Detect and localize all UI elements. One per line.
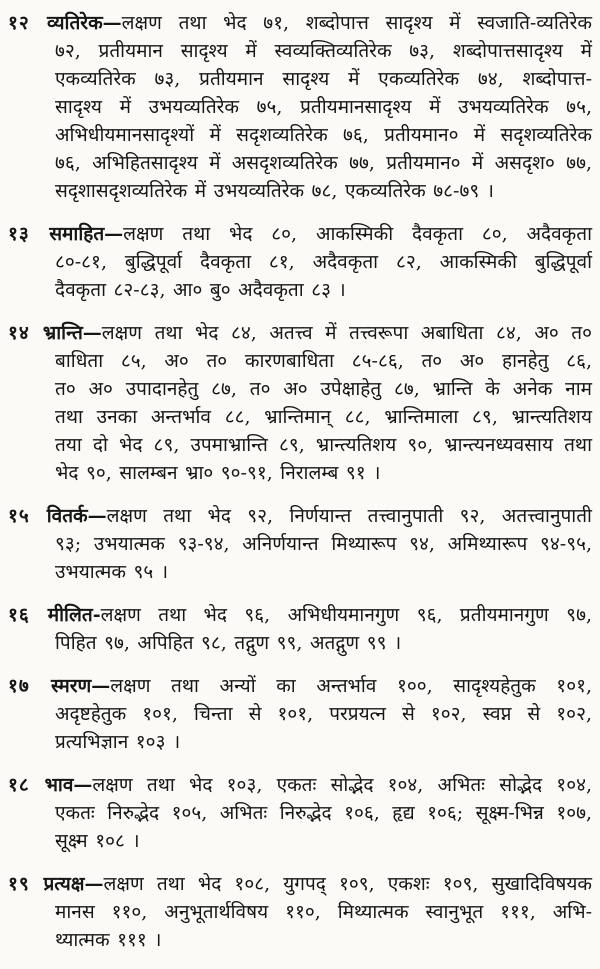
entry-headword: प्रत्यक्ष — [43, 873, 85, 895]
entry-line-text: लक्षण तथा भेद ९६, अभिधीयमानगुण ९६, प्रतीयमानगुण ९७, — [100, 604, 592, 626]
entry-heading — [8, 675, 110, 697]
entry-headword: समाहित — [49, 223, 105, 245]
entry-line-text: लक्षण तथा भेद १०८, युगपद् १०९, एकशः १०९, सुखादिविषयक — [103, 873, 592, 895]
entry-line: मानस ११०, अनुभूतार्थविषय ११०, मिथ्यात्मक स्वानुभूत १११, अभि- — [55, 901, 592, 923]
toc-entry-pratyaksha — [8, 870, 592, 954]
entry-line: सूक्ष्म १०८ । — [55, 830, 140, 852]
entry-number: १३ — [8, 223, 30, 245]
entry-line — [8, 672, 592, 700]
entry-separator: — — [91, 675, 111, 697]
entry-heading — [8, 774, 92, 796]
entry-separator: — — [84, 873, 104, 895]
entry-line: उभयात्मक ९५ । — [55, 561, 169, 583]
entry-line-text: लक्षण तथा भेद ८४, अतत्त्व में तत्त्वरूपा अबाधिता ८४, अ० त० — [101, 322, 592, 344]
entry-separator: — — [102, 12, 122, 34]
entry-line — [8, 9, 592, 37]
entry-heading — [8, 505, 107, 527]
entry-line: सादृश्य में उभयव्यतिरेक ७५, प्रतीयमानसादृश्य में उभयव्यतिरेक ७५, — [55, 96, 592, 118]
entry-line: ८०-८१, बुद्धिपूर्वा दैवकृता ८१, अदैवकृता ८२, आकस्मिकी बुद्धिपूर्वा — [55, 251, 592, 273]
entry-heading — [8, 604, 101, 626]
entry-line: तथा उनका अन्तर्भाव ८८, भ्रान्तिमान् ८८, भ्रान्तिमाला ८९, भ्रान्त्यतिशय — [55, 406, 592, 428]
entry-number: १७ — [8, 675, 30, 697]
entry-line: प्रत्यभिज्ञान १०३ । — [55, 731, 181, 753]
entry-number: १५ — [8, 505, 30, 527]
toc-entry-vitarka — [8, 502, 592, 586]
entry-headword: भाव — [44, 774, 74, 796]
entry-number: १६ — [8, 604, 30, 626]
entry-line — [8, 220, 592, 248]
toc-entry-samahita — [8, 220, 592, 304]
entry-separator: — — [87, 505, 107, 527]
entry-separator: — — [104, 223, 124, 245]
entry-line: ९३; उभयात्मक ९३-९४, अनिर्णयान्त मिथ्यारूप ९४, अमिथ्यारूप ९४-९५, — [55, 533, 592, 555]
entry-line — [8, 601, 592, 629]
entry-separator: - — [92, 604, 101, 626]
toc-entry-milita — [8, 601, 592, 657]
entry-line: तया दो भेद ८९, उपमाभ्रान्ति ८९, भ्रान्त्यतिशय ९०, भ्रान्त्यनध्यवसाय तथा — [55, 434, 592, 456]
entry-line-text: लक्षण तथा भेद ९२, निर्णयान्त तत्त्वानुपाती ९२, अतत्त्वानुपाती — [106, 505, 592, 527]
entry-line: एकतः निरुद्भेद १०५, अभितः निरुद्भेद १०६, हृद्य १०६; सूक्ष्म-भिन्न १०७, — [55, 802, 592, 824]
entry-headword: भ्रान्ति — [42, 322, 83, 344]
entry-line: दैवकृता ८२-८३, आ० बु० अदैवकृता ८३ । — [55, 279, 346, 301]
entry-headword: वितर्क — [46, 505, 88, 527]
entry-heading — [8, 12, 122, 34]
entry-line: सदृशासदृशव्यतिरेक में उभयव्यतिरेक ७८, एकव्यतिरेक ७८-७९ । — [55, 180, 494, 202]
entry-line — [8, 870, 592, 898]
entry-heading — [8, 223, 123, 245]
entry-headword: स्मरण — [50, 675, 92, 697]
entry-separator: — — [73, 774, 93, 796]
entry-headword: व्यतिरेक — [47, 12, 103, 34]
entry-line-text: लक्षण तथा भेद ७१, शब्दोपात्त सादृश्य में स्वजाति-व्यतिरेक — [121, 12, 592, 34]
entry-line: थ्यात्मक १११ । — [55, 929, 162, 951]
toc-entry-bhava — [8, 771, 592, 855]
entry-heading — [8, 873, 103, 895]
entry-separator: — — [82, 322, 102, 344]
entry-number: १२ — [8, 12, 30, 34]
entry-headword: मीलित — [47, 604, 93, 626]
entry-line: भेद ९०, सालम्बन भ्रा० ९०-९१, निरालम्ब ९१ । — [55, 462, 381, 484]
toc-entry-bhranti — [8, 319, 592, 487]
entry-line — [8, 502, 592, 530]
entry-line-text: लक्षण तथा भेद १०३, एकतः सोद्भेद १०४, अभितः सोद्भेद १०४, — [92, 774, 592, 796]
toc-entry-smarana — [8, 672, 592, 756]
entry-number: १४ — [8, 322, 30, 344]
entry-line: एकव्यतिरेक ७३, प्रतीयमान सादृश्य में एकव्यतिरेक ७४, शब्दोपात्त- — [55, 68, 592, 90]
entry-line: बाधिता ८५, अ० त० कारणबाधिता ८५-८६, त० अ० हानहेतु ८६, — [55, 350, 592, 372]
entry-line-text: लक्षण तथा भेद ८०, आकस्मिकी दैवकृता ८०, अदैवकृता — [123, 223, 592, 245]
toc-entry-vyatireka — [8, 9, 592, 205]
entry-line: ७२, प्रतीयमान सादृश्य में स्वव्यक्तिव्यतिरेक ७३, शब्दोपात्तसादृश्य में — [55, 40, 592, 62]
entry-line — [8, 771, 592, 799]
entry-line: ७६, अभिहितसादृश्य में असदृशव्यतिरेक ७७, प्रतीयमान० में असदृश० ७७, — [55, 152, 592, 174]
entry-line: त० अ० उपादानहेतु ८७, त० अ० उपेक्षाहेतु ८७, भ्रान्ति के अनेक नाम — [55, 378, 592, 400]
entry-line: पिहित ९७, अपिहित ९८, तद्गुण ९९, अतद्गुण ९९ । — [55, 632, 402, 654]
entry-line: अदृष्टहेतुक १०१, चिन्ता से १०१, परप्रयत्न से १०२, स्वप्न से १०२, — [55, 703, 592, 725]
entry-number: १९ — [8, 873, 30, 895]
entry-heading — [8, 322, 102, 344]
entry-line: अभिधीयमानसादृश्यों में सदृशव्यतिरेक ७६, प्रतीयमान० में सदृशव्यतिरेक — [55, 124, 592, 146]
entry-number: १८ — [8, 774, 30, 796]
entry-line — [8, 319, 592, 347]
entry-line-text: लक्षण तथा अन्यों का अन्तर्भाव १००, सादृश्यहेतुक १०१, — [110, 675, 592, 697]
